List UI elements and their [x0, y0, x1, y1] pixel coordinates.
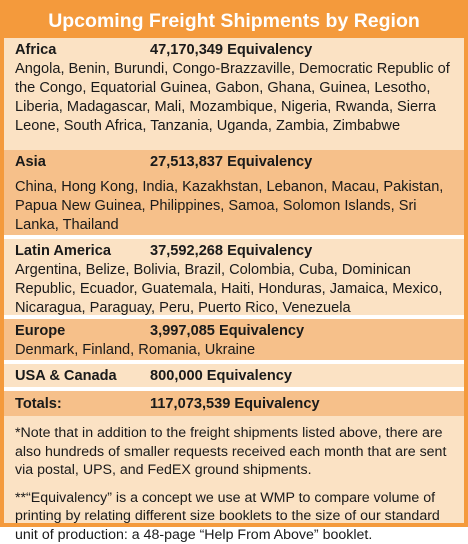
panel-title: Upcoming Freight Shipments by Region — [4, 4, 464, 38]
region-countries: Denmark, Finland, Romania, Ukraine — [15, 341, 453, 360]
region-name: USA & Canada — [15, 367, 150, 386]
region-countries: China, Hong Kong, India, Kazakhstan, Lebanon, Macau, Pakistan, Papua New Guinea, Philippines, Samoa, Solomon Islands, Sri Lanka, Thailand — [15, 178, 453, 235]
region-countries: Argentina, Belize, Bolivia, Brazil, Colombia, Cuba, Dominican Republic, Ecuador, Guatemala, Haiti, Honduras, Jamaica, Mexico, Nicaragua, Paraguay, Peru, Puerto Rico, Venezuela — [15, 261, 453, 318]
region-countries: Angola, Benin, Burundi, Congo-Brazzaville, Democratic Republic of the Congo, Equatorial Guinea, Gabon, Ghana, Guinea, Lesotho, Liberia, Madagascar, Mali, Mozambique, Nigeria, Rwanda, Sierra Leone, South Africa, Tanzania, Uganda, Zambia, Zimbabwe — [15, 60, 453, 136]
region-value: 800,000 Equivalency — [150, 367, 292, 386]
region-name: Latin America — [15, 242, 150, 261]
region-latin-america — [4, 235, 464, 315]
region-value: 37,592,268 Equivalency — [150, 242, 312, 261]
region-name: Asia — [15, 153, 150, 172]
region-africa — [4, 38, 464, 150]
footnotes — [4, 416, 464, 544]
totals-row — [4, 387, 464, 416]
region-value: 3,997,085 Equivalency — [150, 322, 304, 341]
region-asia — [4, 150, 464, 235]
region-value: 27,513,837 Equivalency — [150, 153, 312, 172]
note-freight: *Note that in addition to the freight shipments listed above, there are also hundreds of smaller requests received each month that are sent via postal, UPS, and FedEX ground shipments. — [15, 424, 453, 480]
region-europe — [4, 315, 464, 360]
region-name: Africa — [15, 41, 150, 60]
region-usa-canada — [4, 360, 464, 387]
note-equivalency: **“Equivalency” is a concept we use at WMP to compare volume of printing by relating different size booklets to the size of our standard unit of production: a 48-page “Help From Above” booklet. — [15, 489, 453, 544]
totals-label: Totals: — [15, 395, 150, 414]
totals-value: 117,073,539 Equivalency — [150, 395, 320, 414]
region-value: 47,170,349 Equivalency — [150, 41, 312, 60]
region-name: Europe — [15, 322, 150, 341]
